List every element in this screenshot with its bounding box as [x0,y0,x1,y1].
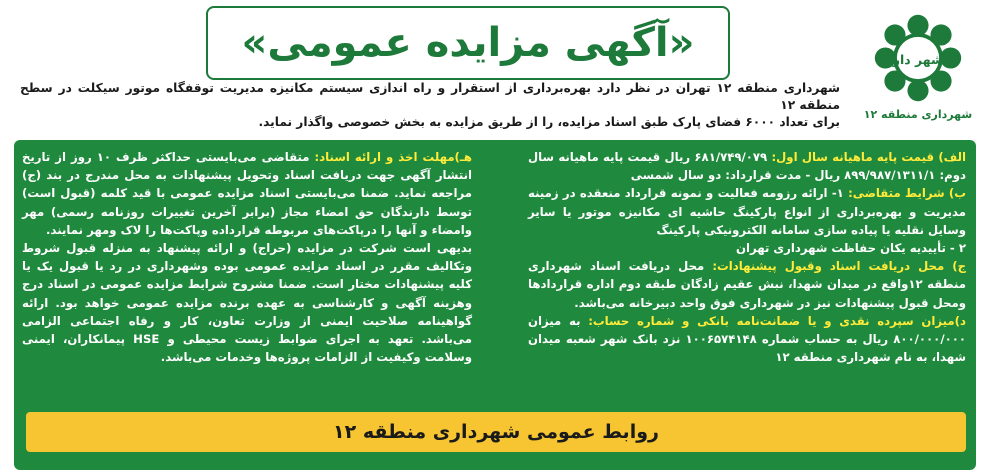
section-be-body: ۱- ارائه رزومه فعالیت و نمونه قرارداد منعقده در زمینه مدیریت و بهره‌برداری از انواع پارکینگ حاشیه ای مکانیزه موتور یا سایر وسایل نقلیه یا پیاده سازی سامانه الکترونیکی پارکینگ [528,186,966,237]
intro-line-2: برای تعداد ۶۰۰۰ فضای پارک طبق اسناد مزایده، را از طریق مزایده به بخش خصوصی واگذار نماید. [258,115,840,129]
section-jim-body: محل دریافت اسناد شهرداری منطقه ۱۲واقع در میدان شهدا، نبش عقیم زادگان طبقه دوم اداره قراردادها ومحل قبول پیشنهادات نیز در شهرداری فوق واحد دبیرخانه می‌باشد. [528,259,966,310]
section-dal-body: به میزان ۸۰۰/۰۰۰/۰۰۰ ریال به حساب شماره ۱۰۰۶۵۷۴۱۴۸ نزد بانک شهر شعبه میدان شهدا، به نام شهرداری منطقه ۱۲ [528,313,966,365]
section-he-body: متقاضی می‌بایستی حداکثر ظرف ۱۰ روز از تاریخ انتشار آگهی جهت دریافت اسناد وتحویل پیشنهادات به محل مندرج در بند (ج) مراجعه نماید. ضمنا می‌بایستی اسناد مزایده عمومی با قید کلمه (قبول است) توسط دارندگان حق امضاء مجاز (برابر آخرین تغییرات روزنامه رسمی) مهر وامضاء و آنها را درپاکت‌های مربوطه قرارداده وپاکت‌ها را لاک ومهر نمایند. [22,150,472,237]
section-jim [528,257,966,312]
section-alef [528,148,966,184]
footer-text: روابط عمومی شهرداری منطقه ۱۲ [333,421,659,443]
notice-title: «آگهی مزایده عمومی» [241,20,695,66]
section-dal [528,312,966,367]
municipality-logo [858,10,978,140]
footer-bar [26,412,966,452]
section-he-continued: بدیهی است شرکت در مزایده (حراج) و ارائه پیشنهاد به منزله قبول شروط وتکالیف مقرر در اسناد مزایده عمومی بوده وشهرداری در رد یا قبول یک یا کلیه پیشنهادات مختار است. ضمنا مشروح شرایط مزایده عمومی در اسناد درج وهزینه آگهی و کارشناسی به عهده برنده مزایده عمومی خواهد بود. ارائه گواهینامه صلاحیت ایمنی از وزارت تعاون، کار و رفاه اجتماعی الزامی می‌باشد. تعهد به اجرای ضوابط زیست محیطی و HSE پیمانکاران، ایمنی وسلامت وکیفیت از الزامات پروژه‌ها وخدمات می‌باشد. [22,241,472,365]
details-column-right [528,148,966,408]
section-be-heading: ب) شرایط متقاضی: [848,186,966,201]
details-column-left [22,148,472,408]
section-jim-heading: ج) محل دریافت اسناد وقبول پیشنهادات: [712,259,966,274]
intro-text [20,80,840,131]
section-he [22,148,472,239]
logo-caption: شهرداری منطقه ۱۲ [863,108,973,121]
logo-seal-text: شهر دار [892,51,944,67]
section-alef-body: ۶۸۱/۷۴۹/۰۷۹ ریال قیمت پایه ماهیانه سال دوم: ۸۹۹/۹۸۷/۱۳۱۱/۱ ریال - مدت قرارداد: دو سال شمسی [528,150,966,183]
section-dal-heading: د)میزان سپرده نقدی و یا ضمانت‌نامه بانکی و شماره حساب: [588,313,967,328]
notice-title-box [206,6,730,80]
section-be-item-2: ۲ - تأییدیه یکان حفاظت شهرداری تهران [735,241,966,256]
intro-line-1: شهرداری منطقه ۱۲ تهران در نظر دارد بهره‌برداری از استقرار و راه اندازی سیستم مکانیزه مدیریت توقفگاه موتور سیکلت در سطح منطقه ۱۲ [20,81,840,112]
section-be [528,184,966,239]
section-he-heading: هـ)مهلت اخذ و ارائه اسناد: [314,150,472,164]
emblem-icon [870,10,966,106]
section-alef-heading: الف) قیمت پایه ماهیانه سال اول: [771,150,966,164]
